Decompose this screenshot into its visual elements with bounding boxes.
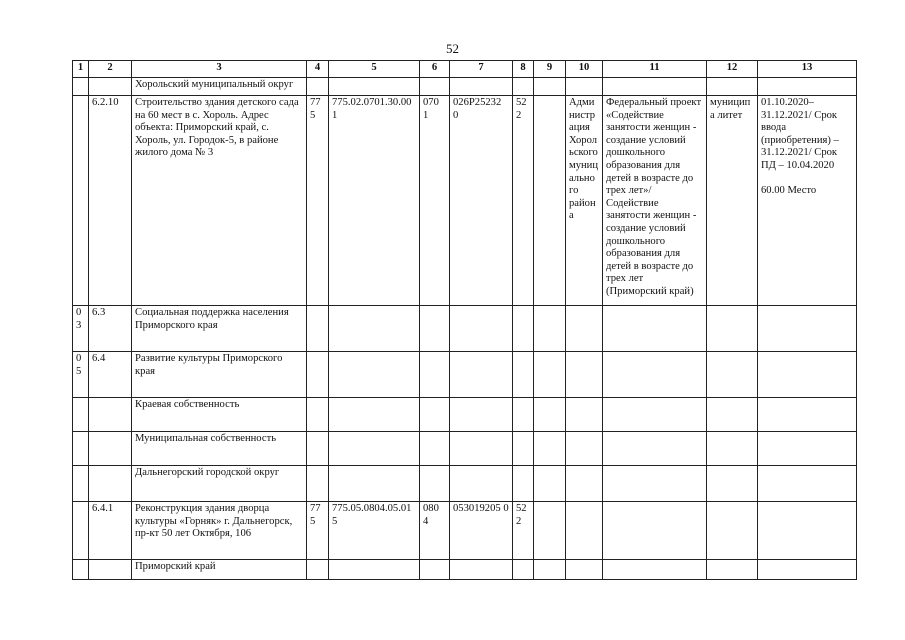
deadline-text: 01.10.2020– 31.12.2021/ Срок ввода (приобретения) – 31.12.2021/ Срок ПД – 10.04.2020 <box>761 97 839 171</box>
cell-col2: 6.3 <box>89 306 132 352</box>
table-row <box>73 78 857 96</box>
cell-col5 <box>329 466 420 502</box>
cell-col13 <box>758 96 857 306</box>
cell-col1 <box>73 78 89 96</box>
cell-col3: Развитие культуры Приморского края <box>132 352 307 398</box>
cell-col6 <box>420 466 450 502</box>
cell-col4 <box>307 466 329 502</box>
table-row <box>73 398 857 432</box>
cell-col6 <box>420 432 450 466</box>
cell-col2 <box>89 398 132 432</box>
column-header-10: 10 <box>566 61 603 78</box>
cell-col8 <box>513 352 534 398</box>
cell-col10 <box>566 398 603 432</box>
cell-col9 <box>534 560 566 580</box>
cell-col4 <box>307 78 329 96</box>
cell-col12: муниципа литет <box>707 96 758 306</box>
cell-col1 <box>73 398 89 432</box>
page-number: 52 <box>446 41 459 56</box>
cell-col1 <box>73 466 89 502</box>
cell-col2: 6.4 <box>89 352 132 398</box>
cell-col3: Дальнегорский городской округ <box>132 466 307 502</box>
cell-col5 <box>329 306 420 352</box>
column-header-1: 1 <box>73 61 89 78</box>
cell-col1 <box>73 560 89 580</box>
column-header-6: 6 <box>420 61 450 78</box>
cell-col4 <box>307 306 329 352</box>
column-header-4: 4 <box>307 61 329 78</box>
cell-col3: Краевая собственность <box>132 398 307 432</box>
cell-col10 <box>566 352 603 398</box>
cell-col5 <box>329 352 420 398</box>
cell-col7 <box>450 398 513 432</box>
cell-col1 <box>73 502 89 560</box>
column-header-13: 13 <box>758 61 857 78</box>
cell-col13 <box>758 352 857 398</box>
cell-col4: 775 <box>307 502 329 560</box>
data-table <box>72 60 857 580</box>
cell-col10 <box>566 78 603 96</box>
table-row <box>73 96 857 306</box>
cell-col4 <box>307 560 329 580</box>
column-header-9: 9 <box>534 61 566 78</box>
cell-col9 <box>534 78 566 96</box>
cell-col8 <box>513 466 534 502</box>
cell-col1 <box>73 432 89 466</box>
cell-col11 <box>603 560 707 580</box>
cell-col13 <box>758 432 857 466</box>
cell-col12 <box>707 466 758 502</box>
cell-col8 <box>513 398 534 432</box>
cell-col9 <box>534 398 566 432</box>
cell-col7 <box>450 306 513 352</box>
cell-col9 <box>534 502 566 560</box>
cell-col9 <box>534 432 566 466</box>
cell-col8 <box>513 432 534 466</box>
cell-col10 <box>566 432 603 466</box>
cell-col12 <box>707 306 758 352</box>
cell-col7: 053019205 0 <box>450 502 513 560</box>
cell-col3: Строительство здания детского сада на 60 мест в с. Хороль. Адрес объекта: Приморский край, с. Хороль, ул. Городок-5, в районе жилого дома № 3 <box>132 96 307 306</box>
cell-col7: 026P25232 0 <box>450 96 513 306</box>
cell-col6 <box>420 398 450 432</box>
cell-col6 <box>420 306 450 352</box>
column-header-12: 12 <box>707 61 758 78</box>
table-row <box>73 432 857 466</box>
cell-col5 <box>329 398 420 432</box>
cell-col2 <box>89 432 132 466</box>
cell-col3: Муниципальная собственность <box>132 432 307 466</box>
header-row <box>73 61 857 78</box>
cell-col10 <box>566 466 603 502</box>
cell-col7 <box>450 560 513 580</box>
cell-col11 <box>603 352 707 398</box>
cell-col7 <box>450 466 513 502</box>
cell-col7 <box>450 78 513 96</box>
cell-col1 <box>73 96 89 306</box>
cell-col2 <box>89 560 132 580</box>
cell-col6: 080 4 <box>420 502 450 560</box>
cell-col2 <box>89 466 132 502</box>
column-header-2: 2 <box>89 61 132 78</box>
cell-col3: Реконструкция здания дворца культуры «Горняк» г. Дальнегорск, пр-кт 50 лет Октября, 106 <box>132 502 307 560</box>
cell-col13 <box>758 306 857 352</box>
cell-col5 <box>329 432 420 466</box>
cell-col4: 775 <box>307 96 329 306</box>
cell-col4 <box>307 352 329 398</box>
cell-col10 <box>566 306 603 352</box>
cell-col3: Хорольский муниципальный округ <box>132 78 307 96</box>
cell-col12 <box>707 398 758 432</box>
column-header-3: 3 <box>132 61 307 78</box>
cell-col6 <box>420 78 450 96</box>
cell-col3: Социальная поддержка населения Приморского края <box>132 306 307 352</box>
column-header-8: 8 <box>513 61 534 78</box>
capacity-text: 60.00 Место <box>761 184 817 196</box>
cell-col11: Федеральный проект «Содействие занятости женщин - создание условий дошкольного образования для детей в возрасте до трех лет»/Содействие занятости женщин - создание условий дошкольного образования для детей в возрасте до трех лет (Приморский край) <box>603 96 707 306</box>
table-row <box>73 306 857 352</box>
cell-col9 <box>534 352 566 398</box>
cell-col11 <box>603 466 707 502</box>
cell-col12 <box>707 502 758 560</box>
cell-col7 <box>450 352 513 398</box>
cell-col9 <box>534 306 566 352</box>
table-row <box>73 352 857 398</box>
cell-col12 <box>707 78 758 96</box>
cell-col2: 6.4.1 <box>89 502 132 560</box>
cell-col5: 775.02.0701.30.00 1 <box>329 96 420 306</box>
cell-col1: 05 <box>73 352 89 398</box>
cell-col5 <box>329 560 420 580</box>
cell-col5: 775.05.0804.05.01 5 <box>329 502 420 560</box>
cell-col13 <box>758 466 857 502</box>
cell-col1: 03 <box>73 306 89 352</box>
table-row <box>73 466 857 502</box>
cell-col2: 6.2.10 <box>89 96 132 306</box>
table-row <box>73 560 857 580</box>
cell-col13 <box>758 560 857 580</box>
cell-col8 <box>513 306 534 352</box>
cell-col8 <box>513 560 534 580</box>
table-row <box>73 502 857 560</box>
cell-col6: 070 1 <box>420 96 450 306</box>
column-header-7: 7 <box>450 61 513 78</box>
cell-col10 <box>566 502 603 560</box>
cell-col11 <box>603 398 707 432</box>
cell-col11 <box>603 432 707 466</box>
cell-col11 <box>603 502 707 560</box>
cell-col12 <box>707 560 758 580</box>
cell-col6 <box>420 352 450 398</box>
column-header-11: 11 <box>603 61 707 78</box>
cell-col4 <box>307 432 329 466</box>
cell-col8 <box>513 78 534 96</box>
cell-col13 <box>758 78 857 96</box>
cell-col8: 52 2 <box>513 502 534 560</box>
cell-col13 <box>758 502 857 560</box>
cell-col13 <box>758 398 857 432</box>
cell-col11 <box>603 306 707 352</box>
cell-col11 <box>603 78 707 96</box>
cell-col2 <box>89 78 132 96</box>
cell-col9 <box>534 96 566 306</box>
cell-col12 <box>707 352 758 398</box>
cell-col12 <box>707 432 758 466</box>
cell-col6 <box>420 560 450 580</box>
column-header-5: 5 <box>329 61 420 78</box>
cell-col8: 52 2 <box>513 96 534 306</box>
cell-col10: Адми нистр ация Хорол ьского муниц ально го район а <box>566 96 603 306</box>
cell-col5 <box>329 78 420 96</box>
cell-col4 <box>307 398 329 432</box>
cell-col9 <box>534 466 566 502</box>
cell-col7 <box>450 432 513 466</box>
cell-col3: Приморский край <box>132 560 307 580</box>
cell-col10 <box>566 560 603 580</box>
